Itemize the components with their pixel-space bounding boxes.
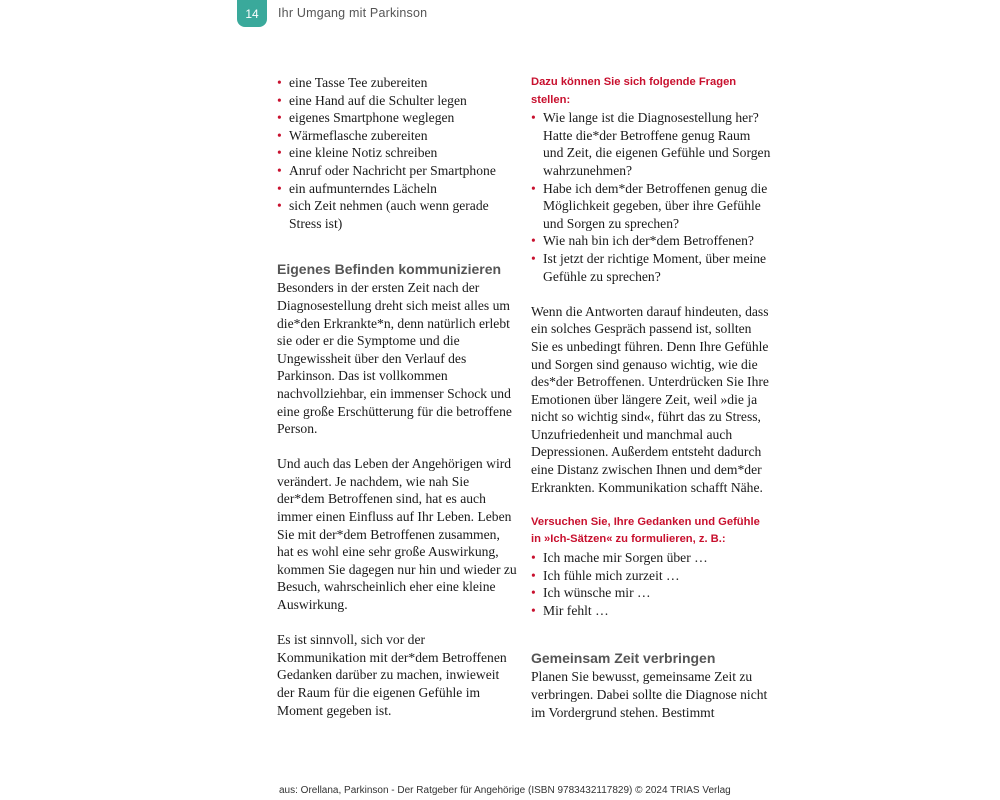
list-item: • Wie lange ist die Diagnosestellung her? Hatte die*der Betroffene genug Raum und Zeit, die eigenen Gefühle und Sorgen wahrzunehmen? (531, 109, 771, 179)
body-paragraph: Und auch das Leben der Angehörigen wird verändert. Je nachdem, wie nah Sie der*dem Betroffenen sind, hat es auch immer einen Einfluss auf Ihr Leben. Leben Sie mit der*dem Betroffenen zusammen, hat es wohl eine sehr große Auswirkung, kommen Sie dagegen nur hin und wieder zu Besuch, wahrscheinlich eher eine kleine Auswirkung. (277, 456, 517, 613)
questions-heading: Dazu können Sie sich folgende Fragen stellen: (531, 76, 737, 106)
page-number-badge: 14 (237, 0, 267, 27)
list-item: • Mir fehlt … (531, 602, 771, 620)
right-column (531, 74, 771, 721)
body-paragraph: Planen Sie bewusst, gemeinsame Zeit zu verbringen. Dabei sollte die Diagnose nicht im Vordergrund stehen. Bestimmt (531, 669, 768, 720)
running-title: Ihr Umgang mit Parkinson (278, 6, 428, 20)
section-heading: Eigenes Befinden kommunizieren (277, 261, 502, 278)
list-item: • Ich mache mir Sorgen über … (531, 549, 771, 567)
activity-list (277, 74, 517, 232)
list-item: • eine Tasse Tee zubereiten (277, 74, 517, 92)
list-item: • Wärmeflasche zubereiten (277, 127, 517, 145)
list-item: • eine Hand auf die Schulter legen (277, 92, 517, 110)
body-paragraph: Es ist sinnvoll, sich vor der Kommunikation mit der*dem Betroffenen Gedanken darüber zu machen, inwieweit der Raum für die eigenen Gefühle im Moment gegeben ist. (277, 632, 507, 718)
section-heading: Gemeinsam Zeit verbringen (531, 650, 716, 667)
list-item: • Ich fühle mich zurzeit … (531, 567, 771, 585)
body-paragraph: Wenn die Antworten darauf hindeuten, dass ein solches Gespräch passend ist, sollten Sie es unbedingt führen. Denn Ihre Gefühle und Sorgen sind genauso wichtig, wie die des*der Betroffenen. Unterdrücken Sie Ihre Emotionen über längere Zeit, weil »die ja nicht so wichtig sind«, führt das zu Stress, Unzufriedenheit und manchmal auch Depressionen. Außerdem entsteht dadurch eine Distanz zwischen Ihnen und dem*der Erkrankten. Kommunikation schafft Nähe. (531, 303, 769, 495)
list-item: • eigenes Smartphone weglegen (277, 109, 517, 127)
list-item: • Habe ich dem*der Betroffenen genug die Möglichkeit gegeben, über ihre Gefühle und Sorgen zu sprechen? (531, 180, 771, 233)
list-item: • Anruf oder Nachricht per Smartphone (277, 162, 517, 180)
left-column (277, 74, 517, 719)
list-item: • Ist jetzt der richtige Moment, über meine Gefühle zu sprechen? (531, 250, 771, 285)
source-citation: aus: Orellana, Parkinson - Der Ratgeber für Angehörige (ISBN 9783432117829) © 2024 TRIAS Verlag (279, 785, 731, 796)
ich-saetze-heading: Versuchen Sie, Ihre Gedanken und Gefühle in »Ich-Sätzen« zu formulieren, z. B.: (531, 515, 760, 546)
list-item: • Ich wünsche mir … (531, 584, 771, 602)
list-item: • ein aufmunterndes Lächeln (277, 180, 517, 198)
list-item: • sich Zeit nehmen (auch wenn gerade Stress ist) (277, 197, 517, 232)
list-item: • Wie nah bin ich der*dem Betroffenen? (531, 232, 771, 250)
ich-saetze-list (531, 549, 771, 619)
list-item: • eine kleine Notiz schreiben (277, 144, 517, 162)
question-list (531, 109, 771, 285)
body-paragraph: Besonders in der ersten Zeit nach der Diagnosestellung dreht sich meist alles um die*den Erkrankte*n, denn natürlich erlebt sie oder er die Symptome und die Ungewissheit über den Verlauf des Parkinson. Das ist vollkommen nachvollziehbar, ein immenser Schock und eine große Erschütterung für die betroffene Person. (277, 280, 512, 437)
